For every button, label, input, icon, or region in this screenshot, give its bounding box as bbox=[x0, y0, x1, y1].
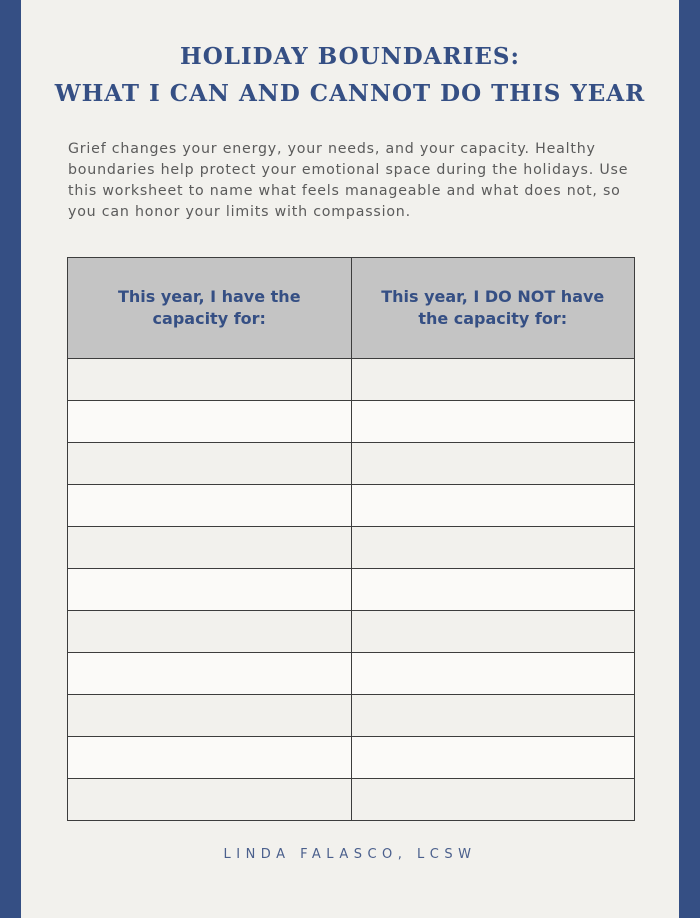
have-capacity-cell[interactable] bbox=[68, 359, 352, 401]
left-accent-bar bbox=[0, 0, 21, 918]
table-row bbox=[68, 779, 635, 821]
title-line-2: WHAT I CAN AND CANNOT DO THIS YEAR bbox=[54, 80, 646, 107]
have-capacity-cell[interactable] bbox=[68, 485, 352, 527]
no-capacity-cell[interactable] bbox=[351, 401, 635, 443]
table-row bbox=[68, 527, 635, 569]
table-row bbox=[68, 443, 635, 485]
intro-paragraph: Grief changes your energy, your needs, and your capacity. Healthy boundaries help protect your emotional space during the holidays. Use this worksheet to name what feels manageable and what does not, so you can honor your limits with compassion. bbox=[68, 141, 629, 220]
table-row bbox=[68, 359, 635, 401]
no-capacity-cell[interactable] bbox=[351, 611, 635, 653]
have-capacity-cell[interactable] bbox=[68, 569, 352, 611]
have-capacity-cell[interactable] bbox=[68, 611, 352, 653]
no-capacity-cell[interactable] bbox=[351, 779, 635, 821]
table-header-row bbox=[68, 258, 635, 359]
table-row bbox=[68, 485, 635, 527]
no-capacity-cell[interactable] bbox=[351, 737, 635, 779]
boundaries-worksheet-table bbox=[67, 257, 635, 821]
no-capacity-cell[interactable] bbox=[351, 485, 635, 527]
table-row bbox=[68, 737, 635, 779]
no-capacity-cell[interactable] bbox=[351, 695, 635, 737]
table-row bbox=[68, 653, 635, 695]
have-capacity-cell[interactable] bbox=[68, 401, 352, 443]
table-row bbox=[68, 401, 635, 443]
author-credit: LINDA FALASCO, LCSW bbox=[223, 847, 477, 862]
worksheet-body bbox=[68, 359, 635, 821]
no-capacity-cell[interactable] bbox=[351, 359, 635, 401]
have-capacity-cell[interactable] bbox=[68, 695, 352, 737]
column-header-have-capacity: This year, I have the capacity for: bbox=[68, 258, 352, 359]
have-capacity-cell[interactable] bbox=[68, 653, 352, 695]
have-capacity-cell[interactable] bbox=[68, 443, 352, 485]
table-row bbox=[68, 569, 635, 611]
have-capacity-cell[interactable] bbox=[68, 737, 352, 779]
have-capacity-cell[interactable] bbox=[68, 527, 352, 569]
table-row bbox=[68, 611, 635, 653]
page-title bbox=[21, 38, 679, 112]
have-capacity-cell[interactable] bbox=[68, 779, 352, 821]
column-header-no-capacity: This year, I DO NOT have the capacity for: bbox=[351, 258, 635, 359]
no-capacity-cell[interactable] bbox=[351, 527, 635, 569]
right-accent-bar bbox=[679, 0, 700, 918]
no-capacity-cell[interactable] bbox=[351, 569, 635, 611]
title-line-1: HOLIDAY BOUNDARIES: bbox=[179, 43, 521, 70]
table-row bbox=[68, 695, 635, 737]
no-capacity-cell[interactable] bbox=[351, 653, 635, 695]
no-capacity-cell[interactable] bbox=[351, 443, 635, 485]
